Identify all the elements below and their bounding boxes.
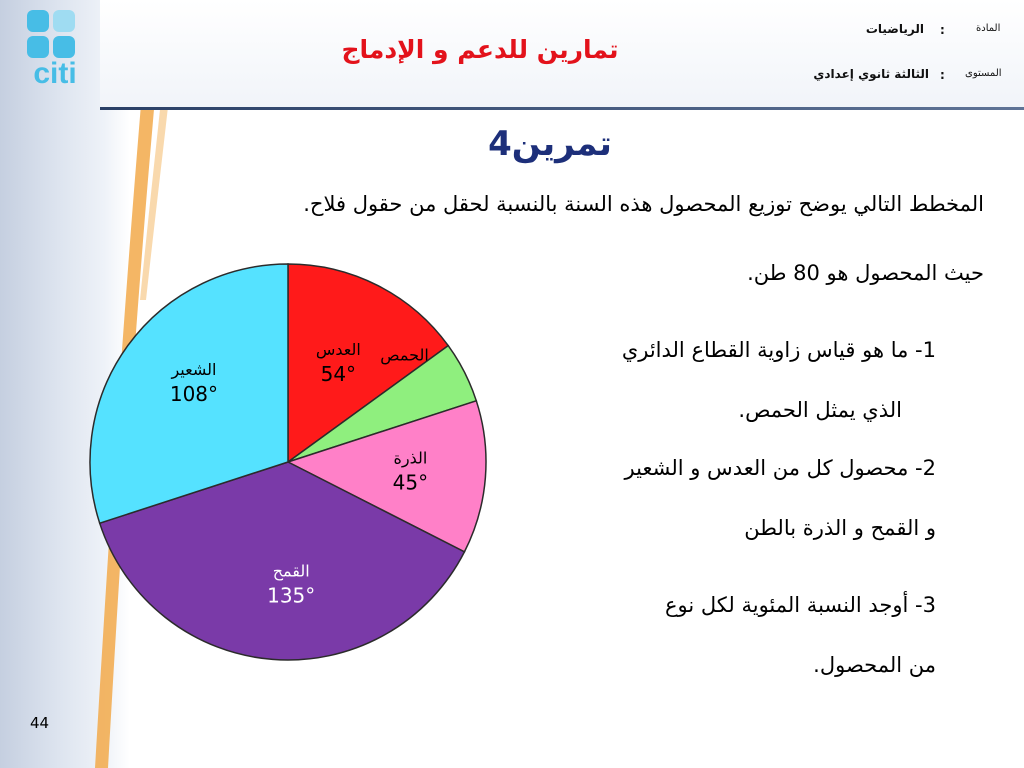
level-key: المستوى — [965, 68, 1002, 79]
page-number: 44 — [30, 714, 50, 732]
page-title: تمارين للدعم و الإدماج — [341, 35, 619, 64]
intro-line-2: حيث المحصول هو 80 طن. — [747, 261, 984, 285]
question-2-line-2: و القمح و الذرة بالطن — [744, 516, 936, 540]
pie-label-name-1: العدس — [315, 340, 361, 360]
header-divider — [100, 107, 1024, 110]
pie-label-name-4: القمح — [272, 561, 310, 581]
pie-label-value-3: 45° — [392, 470, 429, 495]
question-1-line-2: الذي يمثل الحمص. — [738, 398, 902, 422]
pie-label-value-1: 54° — [320, 362, 357, 387]
pie-label-name-3: الذرة — [393, 448, 428, 468]
exercise-title: تمرين4 — [488, 124, 612, 164]
level-sep: : — [940, 68, 945, 82]
level-value: الثالثة ثانوي إعدادي — [813, 67, 929, 81]
question-3-line-2: من المحصول. — [813, 653, 936, 677]
subject-value: الرياضيات — [865, 22, 924, 36]
intro-line-1: المخطط التالي يوضح توزيع المحصول هذه السنة بالنسبة لحقل من حقول فلاح. — [303, 192, 984, 216]
pie-chart — [80, 255, 500, 675]
logo-text: citi — [33, 57, 77, 90]
pie-label-name-5: الشعير — [171, 360, 217, 380]
subject-sep: : — [940, 23, 945, 37]
subject-key: المادة — [976, 23, 1001, 34]
question-1-line-1: 1- ما هو قياس زاوية القطاع الدائري — [621, 338, 936, 362]
pie-label-name-2: الحمص — [380, 345, 429, 365]
pie-label-value-4: 135° — [267, 583, 316, 608]
question-3-line-1: 3- أوجد النسبة المئوية لكل نوع — [665, 593, 936, 617]
question-2-line-1: 2- محصول كل من العدس و الشعير — [624, 456, 936, 480]
pie-label-value-5: 108° — [169, 382, 219, 407]
